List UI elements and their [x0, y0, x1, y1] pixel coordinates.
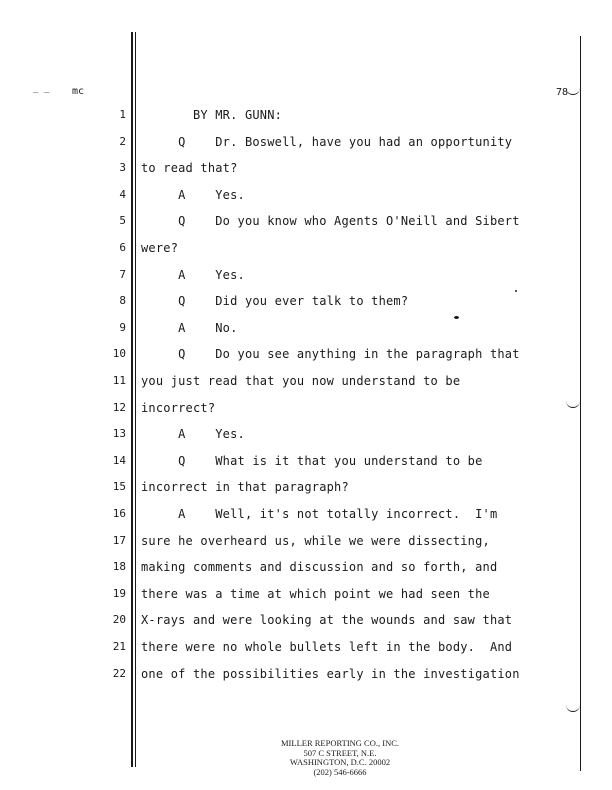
transcript-line: [0, 610, 612, 630]
line-number: 12: [112, 400, 126, 414]
line-number: 17: [112, 533, 126, 547]
line-number: 6: [119, 241, 126, 254]
line-number: 21: [112, 640, 126, 653]
right-bracket-mark: [566, 80, 580, 95]
transcript-line: [0, 531, 612, 551]
transcript-line: [0, 318, 612, 338]
right-bracket-mark: [566, 697, 580, 712]
transcript-line: [0, 477, 612, 497]
reporter-footer: [230, 739, 450, 777]
line-number: 7: [119, 267, 126, 281]
line-text: A Yes.: [141, 187, 245, 202]
line-number: 2: [119, 134, 126, 148]
line-text: Q Dr. Boswell, have you had an opportunity: [141, 134, 513, 149]
transcript-line: [0, 211, 612, 231]
transcript-line: [0, 557, 612, 577]
line-text: you just read that you now understand to be: [141, 374, 461, 388]
line-number: 3: [119, 161, 126, 175]
line-number: 10: [112, 347, 126, 361]
transcript-line: [0, 398, 612, 418]
transcript-line: [0, 504, 612, 524]
line-text: one of the possibilities early in the investigation: [141, 666, 520, 681]
transcript-line: [0, 664, 612, 684]
line-text: incorrect in that paragraph?: [141, 480, 349, 495]
reporter-initials: mc: [72, 86, 85, 97]
line-number: 14: [112, 453, 126, 467]
transcript-line: [0, 105, 612, 125]
line-text: making comments and discussion and so forth, and: [141, 560, 498, 575]
line-text: A Yes.: [141, 427, 245, 442]
transcript-line: [0, 132, 612, 152]
line-text: BY MR. GUNN:: [141, 108, 283, 122]
line-text: Q Do you see anything in the paragraph that: [141, 347, 520, 362]
line-text: incorrect?: [141, 400, 216, 415]
transcript-line: [0, 185, 612, 205]
line-text: Q Do you know who Agents O'Neill and Sibert: [141, 214, 520, 229]
line-number: 19: [112, 586, 126, 600]
line-text: Q Did you ever talk to them?: [141, 294, 409, 309]
transcript-line: [0, 238, 612, 258]
line-text: sure he overheard us, while we were dissecting,: [141, 533, 490, 548]
line-number: 4: [119, 187, 126, 201]
line-number: 18: [112, 560, 126, 574]
transcript-line: [0, 637, 612, 657]
line-text: X-rays and were looking at the wounds and saw that: [141, 613, 513, 628]
footer-city: WASHINGTON, D.C. 20002: [289, 757, 391, 767]
line-number: 5: [119, 214, 126, 228]
line-number: 13: [112, 427, 126, 441]
line-number: 22: [112, 666, 126, 680]
transcript-line: [0, 158, 612, 178]
line-text: there were no whole bullets left in the body. And: [141, 640, 513, 654]
line-text: there was a time at which point we had seen the: [141, 586, 490, 601]
transcript-line: [0, 424, 612, 444]
transcript-line: [0, 451, 612, 471]
line-number: 1: [119, 108, 126, 121]
line-text: Q What is it that you understand to be: [141, 453, 483, 468]
line-number: 9: [119, 320, 126, 334]
transcript-line: [0, 265, 612, 285]
line-number: 20: [112, 613, 126, 627]
line-text: A Well, it's not totally incorrect. I'm: [141, 507, 498, 521]
margin-dash: — —: [33, 88, 50, 98]
footer-company: MILLER REPORTING CO., INC.: [280, 738, 400, 748]
footer-phone: (202) 546-6666: [313, 766, 367, 777]
line-number: 16: [112, 507, 126, 520]
line-text: were?: [141, 241, 179, 255]
line-number: 11: [112, 374, 126, 387]
line-number: 8: [119, 294, 126, 308]
page-number: 78: [556, 87, 569, 98]
line-text: A Yes.: [141, 267, 245, 282]
line-text: to read that?: [141, 161, 238, 176]
line-text: A No.: [141, 320, 238, 335]
transcript-line: [0, 584, 612, 604]
transcript-line: [0, 371, 612, 391]
footer-street: 507 C STREET, N.E.: [303, 747, 377, 758]
transcript-line: [0, 291, 612, 311]
transcript-line: [0, 344, 612, 364]
line-number: 15: [112, 480, 126, 494]
